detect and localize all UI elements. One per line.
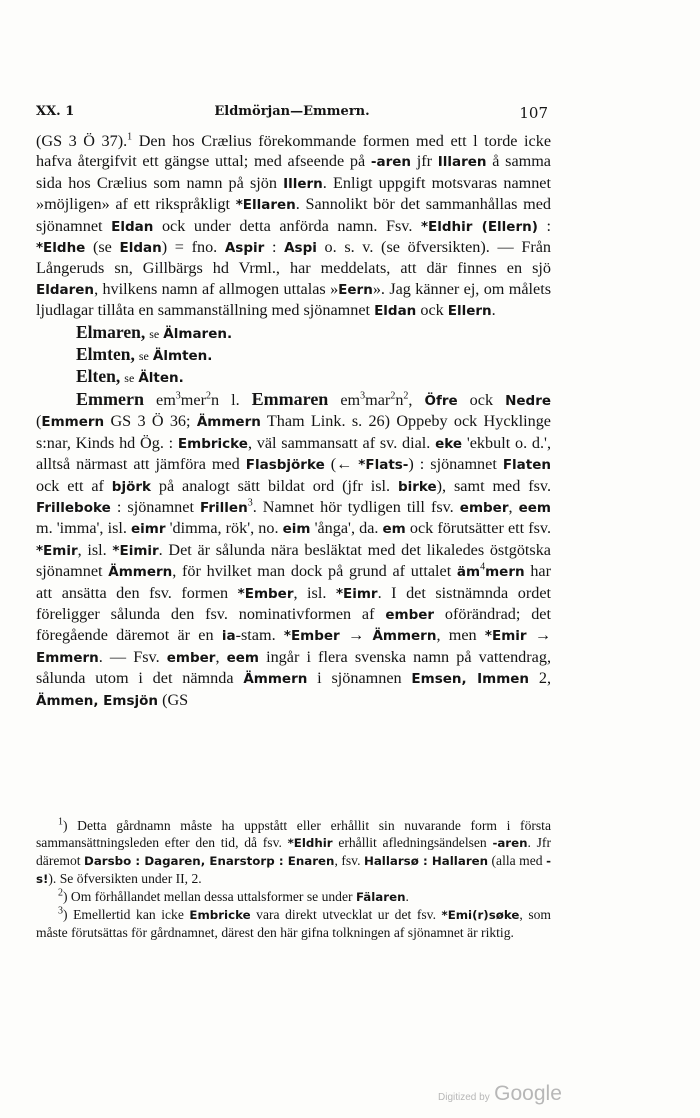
- footnotes: [36, 817, 551, 941]
- running-title: Eldmörjan—Emmern.: [214, 104, 370, 119]
- entry-emmern: Emmern $em^3mer^2n$ l. Emmaren $em^3mar^2n^2$, Öfre ock Nedre (Emmern GS 3 Ö 36; Ämmern Tham Link. s. 26) Oppeby ock Hycklinge s:nar, Kinds hd Ög. : Embricke, väl sammansatt af sv. dial. eke 'ekbult o. d.', alltså närmast att jämföra med Flasbjörke (← *Flats-) : sjönamnet Flaten ock ett af björk på analogt sätt bildat ord (jfr isl. birke), samt med fsv. Frilleboke : sjönamnet Frillen$^3$. Namnet hör tydligen till fsv. ember, eem m. 'imma', isl. eimr 'dimma, rök', no. eim 'ånga', da. em ock förutsätter ett fsv. *Emir, isl. *Eimir. Det är sålunda nära besläktat med det likaledes östgötska sjönamnet Ämmern, för hvilket man dock på grund af uttalet $äm^4mern$ har att ansätta den fsv. formen *Ember, isl. *Eimr. I det sistnämnda ordet föreligger sålunda den fsv. nominativformen af ember oförändrad; det föregående däremot är en ia-stam. *Ember → Ämmern, men *Emir → Emmern. — Fsv. ember, eem ingår i flera svenska namn på vattendrag, sålunda utom i det nämnda Ämmern i sjönamnen Emsen, Immen 2, Ämmen, Emsjön (GS: [36, 388, 552, 709]
- entry-elten: Elten, se Älten.: [76, 366, 184, 387]
- entry-elmaren: Elmaren, se Älmaren.: [76, 321, 233, 342]
- google-logo: Google: [494, 1082, 562, 1105]
- headword: Emmern: [76, 388, 144, 409]
- entry-elmten: Elmten, se Älmten.: [76, 344, 213, 365]
- main-text: [36, 131, 551, 711]
- footnote-ref: 2: [403, 390, 409, 402]
- footnote-3: $^3$) Emellertid kan icke Embricke vara direkt utvecklat ur det fsv. *Emi(r)søke, som måste förutsättas för gårdnamnet, därest den här gifna tolkningen af sjönamnet är riktig.: [36, 905, 551, 940]
- watermark-prefix: Digitized by: [438, 1092, 490, 1103]
- footnote-ref: 1: [127, 131, 133, 143]
- footnote-ref: 3: [247, 497, 253, 509]
- section-number: XX. 1: [36, 104, 75, 119]
- footnote-1: $^1$) Detta gårdnamn måste ha uppstått eller erhållit sin nuvarande form i första sammansättningsleden efter den tid, då fsv. *Eldhir erhållit afledningsändelsen -aren. Jfr däremot Darsbo : Dagaren, Enarstorp : Enaren, fsv. Hallarsø : Hallaren (alla med -s!). Se öfversikten under II, 2.: [36, 816, 551, 886]
- footnote-2: $^2$) Om förhållandet mellan dessa uttalsformer se under Fälaren.: [58, 887, 409, 904]
- page-number: 107: [519, 104, 548, 122]
- paragraph-eldaren: (GS 3 Ö 37).$^1$ Den hos Crælius förekommande formen med ett l torde icke hafva återgifvit ett gängse uttal; med afseende på -aren jfr Illaren å samma sida hos Crælius som namn på sjön Illern. Enligt uppgift motsvaras namnet »möjligen» af ett rikspråkligt *Ellaren. Sannolikt bör det sammanhållas med sjönamnet Eldan ock under detta anförda namn. Fsv. *Eldhir (Ellern) : *Eldhe (se Eldan) = fno. Aspir : Aspi o. s. v. (se öfversikten). — Från Långeruds sn, Gillbärgs hd Vrml., har meddelats, att där finnes en sjö Eldaren, hvilkens namn af allmogen uttalas »Eern». Jag känner ej, om målets ljudlagar tillåta en sammanställning med sjönamnet Eldan ock Ellern.: [36, 131, 552, 320]
- digitized-watermark: [438, 1082, 562, 1106]
